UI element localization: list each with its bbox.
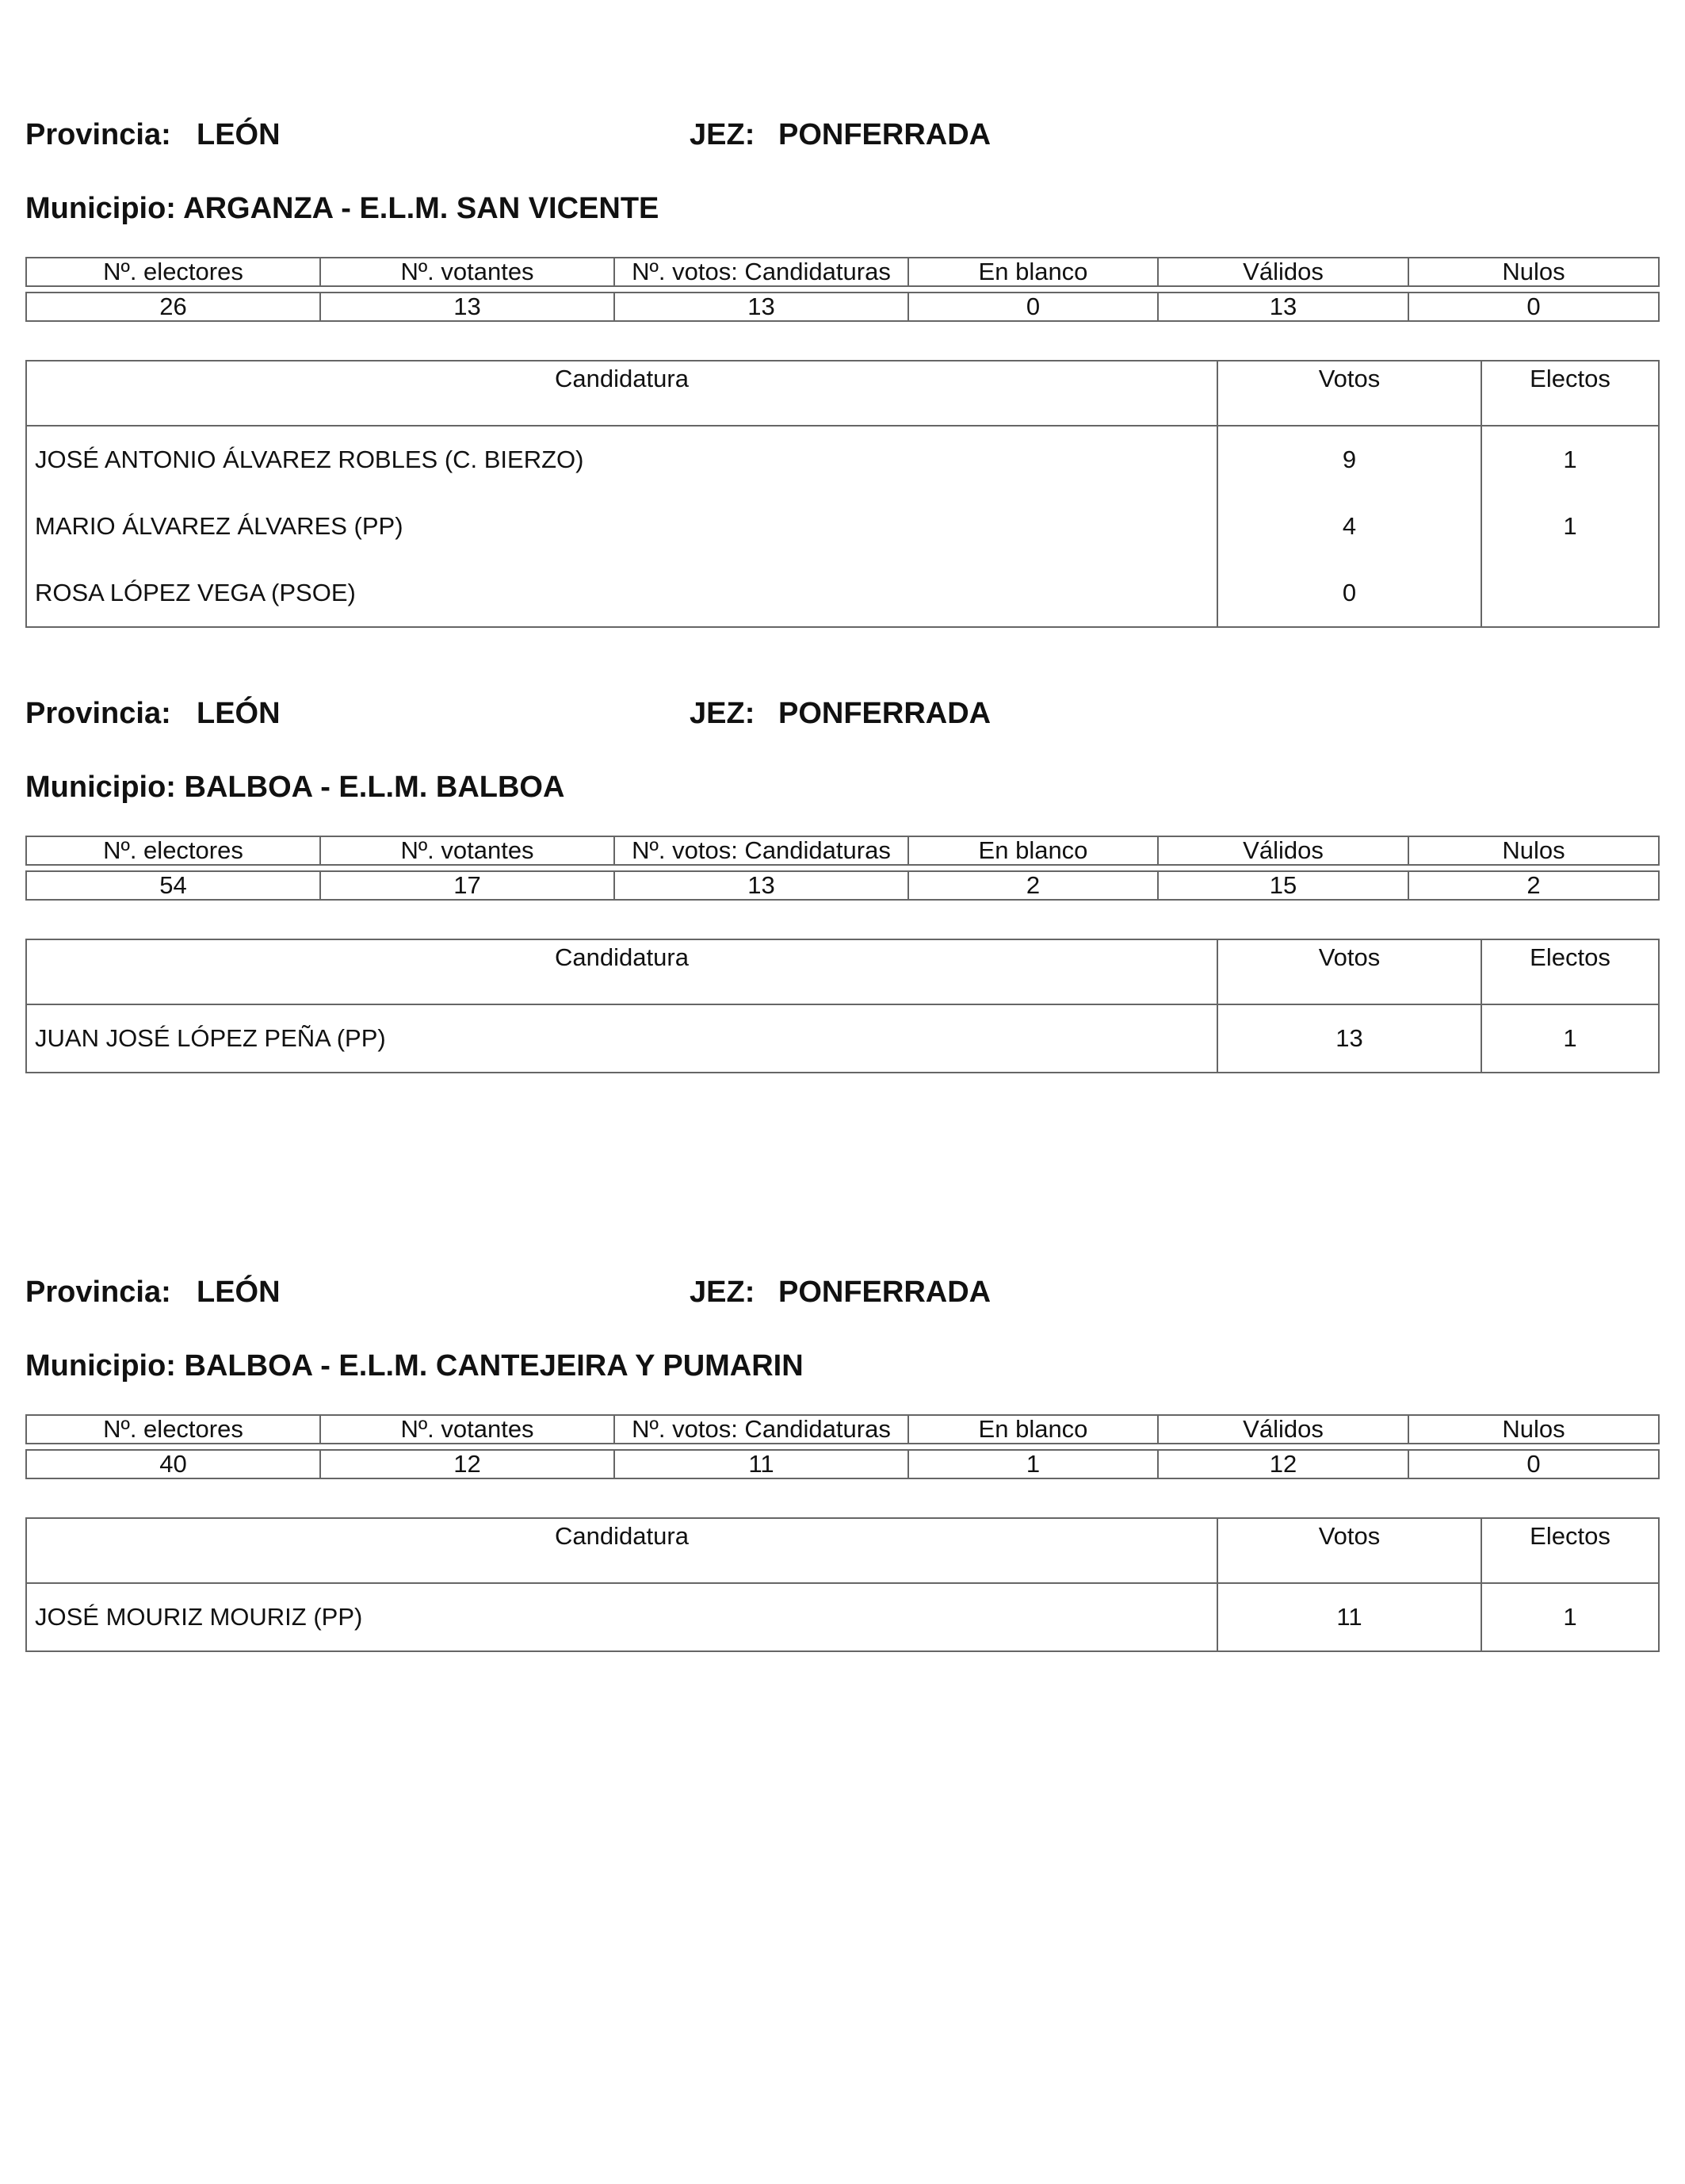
stat-value: 40 [26, 1450, 320, 1478]
electos-header: Electos [1481, 361, 1659, 426]
stat-header: Nº. electores [26, 258, 320, 286]
stats-header-row [26, 258, 1659, 286]
stat-value: 2 [908, 871, 1158, 900]
stat-header: Nulos [1408, 836, 1659, 865]
stat-value: 54 [26, 871, 320, 900]
stat-header: Nº. votos: Candidaturas [614, 258, 908, 286]
stat-header: Nulos [1408, 258, 1659, 286]
candidate-electos: 1 [1481, 426, 1659, 493]
municipio-value: BALBOA - E.L.M. BALBOA [184, 771, 565, 804]
jez-label: JEZ: [690, 118, 755, 151]
candidatura-header: Candidatura [26, 361, 1217, 426]
candidate-row [26, 426, 1659, 493]
jez-label: JEZ: [690, 697, 755, 730]
candidatura-header: Candidatura [26, 1518, 1217, 1583]
candidate-row [26, 560, 1659, 627]
municipio-line [25, 189, 659, 228]
stats-value-row [26, 293, 1659, 321]
stat-value: 13 [1158, 293, 1408, 321]
stats-table [25, 836, 1660, 901]
stat-header: En blanco [908, 836, 1158, 865]
municipio-value: ARGANZA - E.L.M. SAN VICENTE [183, 192, 659, 225]
candidate-name: JUAN JOSÉ LÓPEZ PEÑA (PP) [26, 1004, 1217, 1073]
stat-header: En blanco [908, 258, 1158, 286]
candidate-name: JOSÉ MOURIZ MOURIZ (PP) [26, 1583, 1217, 1651]
stat-header: Nº. votos: Candidaturas [614, 836, 908, 865]
stat-value: 0 [1408, 1450, 1659, 1478]
stat-value: 2 [1408, 871, 1659, 900]
municipio-label: Municipio: [25, 771, 176, 804]
candidate-votos: 13 [1217, 1004, 1481, 1073]
municipio-label: Municipio: [25, 1349, 176, 1383]
candidate-name: MARIO ÁLVAREZ ÁLVARES (PP) [26, 493, 1217, 560]
stat-value: 1 [908, 1450, 1158, 1478]
stats-value-row [26, 1450, 1659, 1478]
stat-value: 0 [908, 293, 1158, 321]
stat-value: 11 [614, 1450, 908, 1478]
candidate-electos: 1 [1481, 1004, 1659, 1073]
stat-header: En blanco [908, 1415, 1158, 1444]
provincia-label: Provincia: [25, 118, 171, 151]
candidate-electos: 1 [1481, 1583, 1659, 1651]
stat-value: 15 [1158, 871, 1408, 900]
stat-value: 17 [320, 871, 614, 900]
stat-header: Nº. votantes [320, 1415, 614, 1444]
stat-value: 0 [1408, 293, 1659, 321]
electos-header: Electos [1481, 939, 1659, 1004]
votos-header: Votos [1217, 1518, 1481, 1583]
candidate-votos: 4 [1217, 493, 1481, 560]
stats-value-row [26, 871, 1659, 900]
municipio-value: BALBOA - E.L.M. CANTEJEIRA Y PUMARIN [184, 1349, 804, 1383]
stat-value: 26 [26, 293, 320, 321]
stat-header: Nulos [1408, 1415, 1659, 1444]
candidates-header-row [26, 939, 1659, 1004]
candidate-electos: 1 [1481, 493, 1659, 560]
candidate-name: ROSA LÓPEZ VEGA (PSOE) [26, 560, 1217, 627]
candidate-row [26, 1583, 1659, 1651]
provincia-value: LEÓN [197, 118, 281, 151]
candidate-votos: 0 [1217, 560, 1481, 627]
jez-value: PONFERRADA [778, 1276, 992, 1309]
provincia-value: LEÓN [197, 697, 281, 730]
votos-header: Votos [1217, 361, 1481, 426]
stats-header-row [26, 1415, 1659, 1444]
candidates-table [25, 939, 1660, 1073]
jez-value: PONFERRADA [778, 697, 992, 730]
provincia-value: LEÓN [197, 1276, 281, 1309]
stat-value: 13 [320, 293, 614, 321]
stat-header: Nº. votos: Candidaturas [614, 1415, 908, 1444]
stats-table [25, 257, 1660, 322]
candidate-electos [1481, 560, 1659, 627]
electos-header: Electos [1481, 1518, 1659, 1583]
stat-header: Válidos [1158, 258, 1408, 286]
jez-value: PONFERRADA [778, 118, 992, 151]
candidates-table [25, 360, 1660, 628]
provincia-label: Provincia: [25, 1276, 171, 1309]
candidates-table [25, 1517, 1660, 1652]
candidate-row [26, 493, 1659, 560]
stat-header: Válidos [1158, 836, 1408, 865]
candidate-votos: 9 [1217, 426, 1481, 493]
stat-value: 12 [1158, 1450, 1408, 1478]
stats-header-row [26, 836, 1659, 865]
stat-header: Nº. votantes [320, 258, 614, 286]
municipio-label: Municipio: [25, 192, 176, 225]
municipio-line [25, 767, 564, 807]
stat-header: Nº. electores [26, 1415, 320, 1444]
stat-header: Nº. votantes [320, 836, 614, 865]
stat-value: 13 [614, 871, 908, 900]
jez-label: JEZ: [690, 1276, 755, 1309]
provincia-label: Provincia: [25, 697, 171, 730]
candidates-header-row [26, 361, 1659, 426]
stat-header: Nº. electores [26, 836, 320, 865]
candidates-header-row [26, 1518, 1659, 1583]
candidate-votos: 11 [1217, 1583, 1481, 1651]
stat-value: 13 [614, 293, 908, 321]
votos-header: Votos [1217, 939, 1481, 1004]
municipio-line [25, 1346, 804, 1386]
candidate-row [26, 1004, 1659, 1073]
stats-table [25, 1414, 1660, 1479]
candidate-name: JOSÉ ANTONIO ÁLVAREZ ROBLES (C. BIERZO) [26, 426, 1217, 493]
candidatura-header: Candidatura [26, 939, 1217, 1004]
stat-header: Válidos [1158, 1415, 1408, 1444]
stat-value: 12 [320, 1450, 614, 1478]
